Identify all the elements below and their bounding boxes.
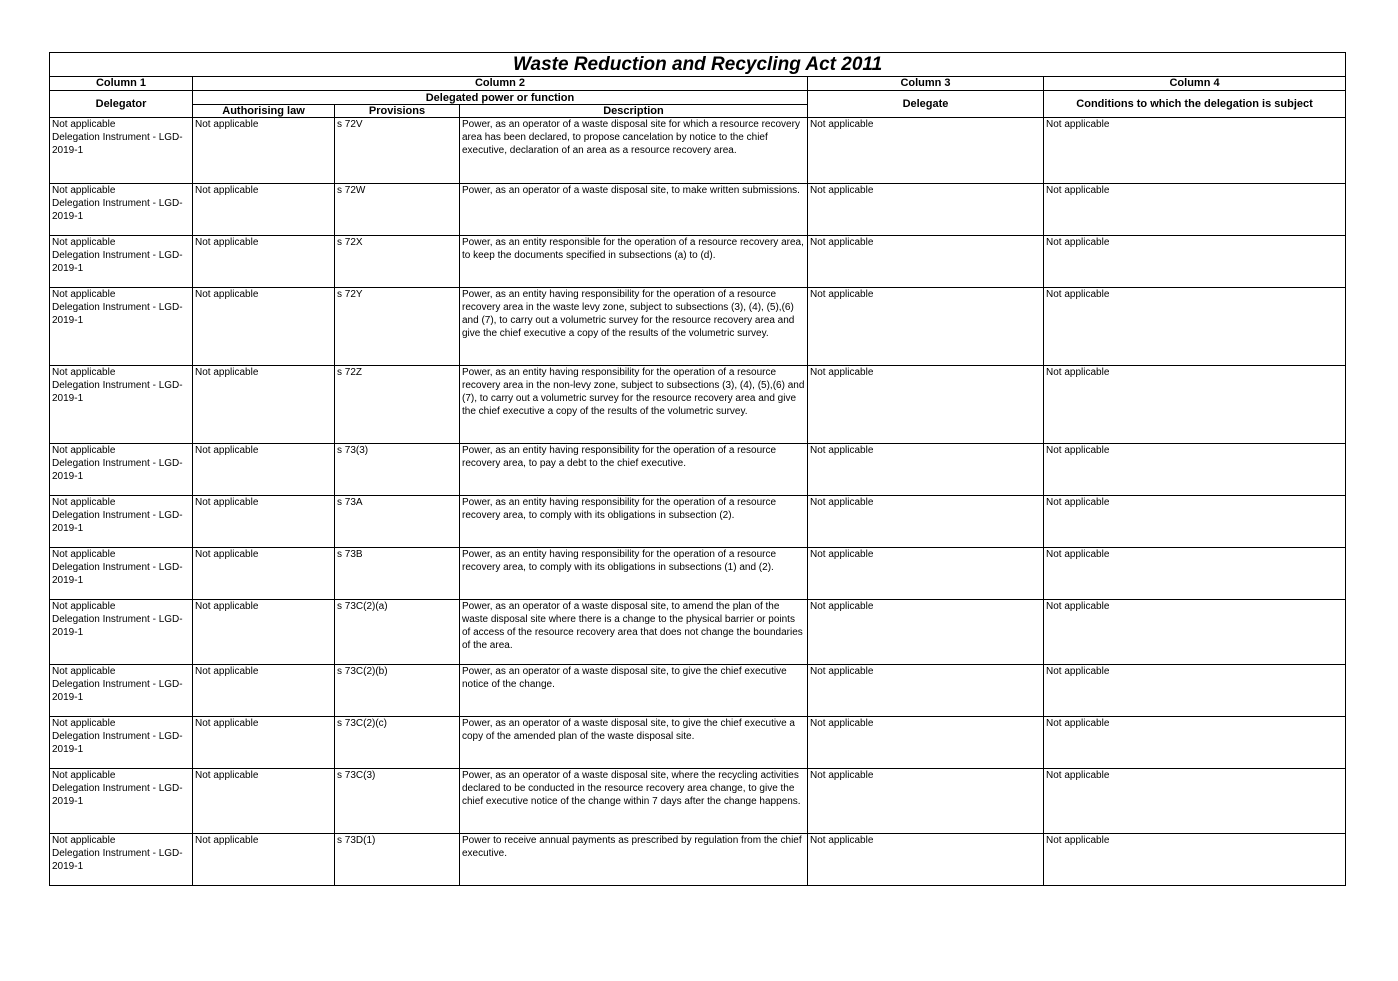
conditions-cell: Not applicable (1044, 184, 1346, 236)
description-cell: Power, as an operator of a waste disposal site, to give the chief executive notice of the change. (460, 665, 808, 717)
delegator-cell: Not applicable Delegation Instrument - LGD- 2019-1 (50, 236, 193, 288)
column-2-header: Column 2 (193, 77, 808, 91)
provision-cell: s 72W (335, 184, 460, 236)
delegate-cell: Not applicable (808, 236, 1044, 288)
authorising-law-cell: Not applicable (193, 600, 335, 665)
delegate-cell: Not applicable (808, 118, 1044, 184)
description-cell: Power to receive annual payments as prescribed by regulation from the chief executive. (460, 834, 808, 886)
table-row (50, 444, 1346, 496)
conditions-cell: Not applicable (1044, 236, 1346, 288)
table-row (50, 769, 1346, 834)
provision-cell: s 73C(3) (335, 769, 460, 834)
table-row (50, 288, 1346, 366)
column-1-header: Column 1 (50, 77, 193, 91)
table-row (50, 665, 1346, 717)
delegate-header: Delegate (808, 91, 1044, 118)
table-row (50, 496, 1346, 548)
table-row (50, 366, 1346, 444)
delegator-cell: Not applicable Delegation Instrument - LGD- 2019-1 (50, 769, 193, 834)
table-row (50, 184, 1346, 236)
delegate-cell: Not applicable (808, 769, 1044, 834)
conditions-header: Conditions to which the delegation is subject (1044, 91, 1346, 118)
authorising-law-cell: Not applicable (193, 366, 335, 444)
conditions-cell: Not applicable (1044, 366, 1346, 444)
conditions-cell: Not applicable (1044, 444, 1346, 496)
provision-cell: s 72V (335, 118, 460, 184)
conditions-cell: Not applicable (1044, 288, 1346, 366)
authorising-law-cell: Not applicable (193, 834, 335, 886)
conditions-cell: Not applicable (1044, 118, 1346, 184)
conditions-cell: Not applicable (1044, 834, 1346, 886)
conditions-cell: Not applicable (1044, 496, 1346, 548)
provision-cell: s 73A (335, 496, 460, 548)
delegate-cell: Not applicable (808, 717, 1044, 769)
delegate-cell: Not applicable (808, 496, 1044, 548)
provisions-header: Provisions (335, 105, 460, 118)
description-cell: Power, as an operator of a waste disposal site, to make written submissions. (460, 184, 808, 236)
delegator-cell: Not applicable Delegation Instrument - LGD- 2019-1 (50, 496, 193, 548)
table-body (50, 118, 1346, 886)
delegate-cell: Not applicable (808, 366, 1044, 444)
authorising-law-cell: Not applicable (193, 717, 335, 769)
column-4-header: Column 4 (1044, 77, 1346, 91)
delegate-cell: Not applicable (808, 548, 1044, 600)
authorising-law-cell: Not applicable (193, 769, 335, 834)
authorising-law-header: Authorising law (193, 105, 335, 118)
delegate-cell: Not applicable (808, 184, 1044, 236)
provision-cell: s 73C(2)(a) (335, 600, 460, 665)
description-cell: Power, as an entity having responsibility for the operation of a resource recovery area in the non-levy zone, subject to subsections (3), (4), (5),(6) and (7), to carry out a volumetric survey for the resource recovery area and give the chief executive a copy of the results of the volumetric survey. (460, 366, 808, 444)
provision-cell: s 73D(1) (335, 834, 460, 886)
conditions-cell: Not applicable (1044, 717, 1346, 769)
delegate-cell: Not applicable (808, 600, 1044, 665)
conditions-cell: Not applicable (1044, 769, 1346, 834)
description-cell: Power, as an entity having responsibility for the operation of a resource recovery area in the waste levy zone, subject to subsections (3), (4), (5),(6) and (7), to carry out a volumetric survey for the resource recovery area and give the chief executive a copy of the results of the volumetric survey. (460, 288, 808, 366)
page-title: Waste Reduction and Recycling Act 2011 (50, 53, 1346, 77)
provision-cell: s 72Z (335, 366, 460, 444)
description-cell: Power, as an operator of a waste disposal site, to give the chief executive a copy of the amended plan of the waste disposal site. (460, 717, 808, 769)
delegator-cell: Not applicable Delegation Instrument - LGD- 2019-1 (50, 834, 193, 886)
provision-cell: s 72X (335, 236, 460, 288)
delegator-header: Delegator (50, 91, 193, 118)
column-3-header: Column 3 (808, 77, 1044, 91)
conditions-cell: Not applicable (1044, 600, 1346, 665)
delegator-cell: Not applicable Delegation Instrument - LGD- 2019-1 (50, 288, 193, 366)
authorising-law-cell: Not applicable (193, 288, 335, 366)
provision-cell: s 73B (335, 548, 460, 600)
authorising-law-cell: Not applicable (193, 236, 335, 288)
table-row (50, 717, 1346, 769)
table-row (50, 548, 1346, 600)
authorising-law-cell: Not applicable (193, 665, 335, 717)
delegate-cell: Not applicable (808, 834, 1044, 886)
delegator-cell: Not applicable Delegation Instrument - LGD- 2019-1 (50, 444, 193, 496)
description-cell: Power, as an operator of a waste disposal site for which a resource recovery area has been declared, to propose cancelation by notice to the chief executive, declaration of an area as a resource recovery area. (460, 118, 808, 184)
conditions-cell: Not applicable (1044, 548, 1346, 600)
authorising-law-cell: Not applicable (193, 496, 335, 548)
table-row (50, 118, 1346, 184)
delegator-cell: Not applicable Delegation Instrument - LGD- 2019-1 (50, 184, 193, 236)
description-cell: Power, as an entity having responsibility for the operation of a resource recovery area, to comply with its obligations in subsections (1) and (2). (460, 548, 808, 600)
description-header: Description (460, 105, 808, 118)
provision-cell: s 73C(2)(b) (335, 665, 460, 717)
description-cell: Power, as an entity responsible for the operation of a resource recovery area, to keep the documents specified in subsections (a) to (d). (460, 236, 808, 288)
delegation-table (49, 52, 1346, 886)
authorising-law-cell: Not applicable (193, 548, 335, 600)
delegated-power-header: Delegated power or function (193, 91, 808, 105)
delegate-cell: Not applicable (808, 288, 1044, 366)
delegator-cell: Not applicable Delegation Instrument - LGD- 2019-1 (50, 118, 193, 184)
description-cell: Power, as an entity having responsibility for the operation of a resource recovery area, to pay a debt to the chief executive. (460, 444, 808, 496)
table-row (50, 600, 1346, 665)
delegate-cell: Not applicable (808, 665, 1044, 717)
authorising-law-cell: Not applicable (193, 184, 335, 236)
provision-cell: s 72Y (335, 288, 460, 366)
table-row (50, 834, 1346, 886)
description-cell: Power, as an operator of a waste disposal site, to amend the plan of the waste disposal site where there is a change to the physical barrier or points of access of the resource recovery area that does not change the boundaries of the area. (460, 600, 808, 665)
delegator-cell: Not applicable Delegation Instrument - LGD- 2019-1 (50, 548, 193, 600)
authorising-law-cell: Not applicable (193, 118, 335, 184)
description-cell: Power, as an entity having responsibility for the operation of a resource recovery area, to comply with its obligations in subsection (2). (460, 496, 808, 548)
delegate-cell: Not applicable (808, 444, 1044, 496)
delegator-cell: Not applicable Delegation Instrument - LGD- 2019-1 (50, 665, 193, 717)
description-cell: Power, as an operator of a waste disposal site, where the recycling activities declared to be conducted in the resource recovery area change, to give the chief executive notice of the change within 7 days after the change happens. (460, 769, 808, 834)
delegator-cell: Not applicable Delegation Instrument - LGD- 2019-1 (50, 366, 193, 444)
provision-cell: s 73C(2)(c) (335, 717, 460, 769)
table-row (50, 236, 1346, 288)
provision-cell: s 73(3) (335, 444, 460, 496)
delegator-cell: Not applicable Delegation Instrument - LGD- 2019-1 (50, 717, 193, 769)
authorising-law-cell: Not applicable (193, 444, 335, 496)
conditions-cell: Not applicable (1044, 665, 1346, 717)
delegator-cell: Not applicable Delegation Instrument - LGD- 2019-1 (50, 600, 193, 665)
